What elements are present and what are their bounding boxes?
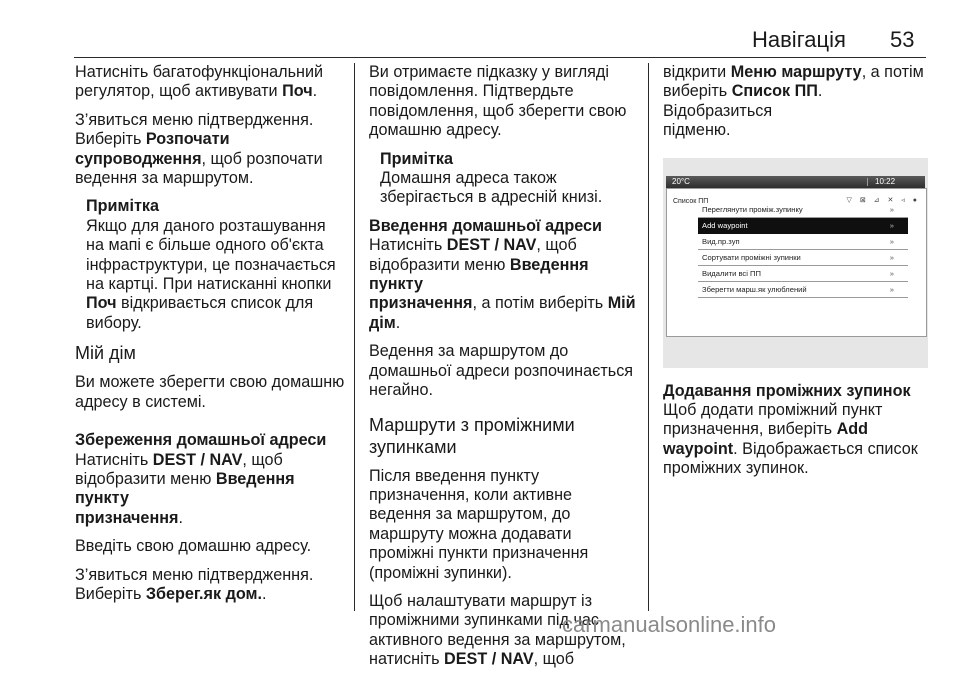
paragraph-confirm-start: З’явиться меню підтвердження. Виберіть Розпочати супроводження, щоб розпочати ведення за маршрутом.	[75, 110, 323, 188]
menu-item[interactable]	[698, 218, 908, 234]
menu-item-label: Зберегти марш.як улюблений	[702, 284, 807, 294]
status-bar	[666, 176, 925, 188]
column-1	[75, 63, 347, 613]
paragraph-after-entry: Після введення пункту призначення, коли активне ведення за маршрутом, до маршруту можна додавати проміжні пункти призначення (проміжні зупинки).	[369, 466, 589, 582]
chevron-right-icon: »	[889, 252, 894, 262]
note-title: Примітка	[86, 197, 159, 216]
paragraph-add-waypoint: Щоб додати проміжний пункт призначення, виберіть Add waypoint. Відображається список проміжних зупинок.	[663, 401, 918, 478]
note-block-2	[369, 150, 641, 208]
menu-item-label: Add waypoint	[702, 220, 748, 230]
paragraph-start-now: Ведення за маршрутом до домашньої адреси розпочинається негайно.	[369, 342, 634, 400]
subheading-add-waypoints: Додавання проміжних зупинок	[663, 381, 911, 400]
infotainment-screenshot	[663, 158, 928, 368]
paragraph-select-home: Натисніть DEST / NAV, щоб відобразити меню Введення пункту призначення, а потім виберіть Мій дім.	[369, 236, 636, 332]
heading-my-home: Мій дім	[75, 343, 136, 364]
status-divider	[867, 178, 868, 186]
subheading-save-home: Збереження домашньої адреси	[75, 431, 327, 450]
column-3	[663, 63, 935, 488]
heading-waypoint-routes: Маршрути з проміжними зупинками	[369, 414, 575, 457]
menu-item[interactable]	[698, 202, 908, 218]
chevron-right-icon: »	[889, 268, 894, 278]
menu-item[interactable]	[698, 282, 908, 298]
column-2	[369, 63, 641, 679]
note-text: Якщо для даного розташування на мапі є більше одного об'єкта інфраструктури, це позначається на картці. При натисканні кнопки Поч відкривається список для вибору.	[86, 216, 336, 332]
menu-item-label: Сортувати проміжні зупинки	[702, 252, 801, 262]
column-divider-1	[354, 63, 355, 611]
note-title: Примітка	[380, 149, 453, 168]
note-text: Домашня адреса також зберігається в адресній книзі.	[380, 169, 603, 207]
chevron-right-icon: »	[889, 204, 894, 214]
menu-item[interactable]	[698, 234, 908, 250]
paragraph-activate: Натисніть багатофункціональний регулятор, щоб активувати Поч.	[75, 63, 324, 101]
waypoint-menu	[698, 202, 908, 298]
clock-readout: 10:22	[875, 176, 896, 186]
paragraph-enter-address: Введіть свою домашню адресу.	[75, 537, 312, 556]
paragraph-save-home: Ви можете зберегти свою домашню адресу в системі.	[75, 373, 345, 411]
column-divider-2	[648, 63, 649, 611]
menu-item[interactable]	[698, 266, 908, 282]
note-block-1	[75, 197, 347, 333]
menu-item[interactable]	[698, 250, 908, 266]
subheading-enter-home: Введення домашньої адреси	[369, 216, 602, 235]
page-section-title: Навігація	[752, 27, 846, 52]
screen-list-title: Список ПП	[673, 197, 709, 205]
paragraph-press-dest: Натисніть DEST / NAV, щоб відобразити меню Введення пункту призначення.	[75, 450, 295, 527]
chevron-right-icon: »	[889, 284, 894, 294]
paragraph-open-route-menu: відкрити Меню маршруту, а потім виберіть Список ПП. Відобразиться підменю.	[663, 63, 924, 140]
paragraph-setup-route: Щоб налаштувати маршрут із проміжними зупинками під час активного ведення за маршрутом, натисніть DEST / NAV, щоб	[369, 591, 626, 669]
page-number: 53	[890, 27, 915, 52]
paragraph-prompt: Ви отримаєте підказку у вигляді повідомлення. Підтвердьте повідомлення, щоб зберегти свою домашню адресу.	[369, 63, 627, 140]
chevron-right-icon: »	[889, 236, 894, 246]
menu-item-label: Вид.пр.зуп	[702, 236, 740, 246]
temperature-readout: 20°C	[672, 176, 690, 186]
menu-item-label: Переглянути проміж.зупинку	[702, 204, 803, 214]
paragraph-confirm-save: З’явиться меню підтвердження. Виберіть Зберег.як дом..	[75, 565, 314, 603]
header-rule	[74, 57, 926, 58]
status-icons: ▽ ⊠ ⊿ ✕ ◃ ●	[846, 196, 920, 204]
screen-content	[666, 188, 927, 337]
chevron-right-icon: »	[889, 220, 894, 230]
watermark: carmanualsonline.info	[562, 612, 777, 637]
menu-item-label: Видалити всі ПП	[702, 268, 761, 278]
